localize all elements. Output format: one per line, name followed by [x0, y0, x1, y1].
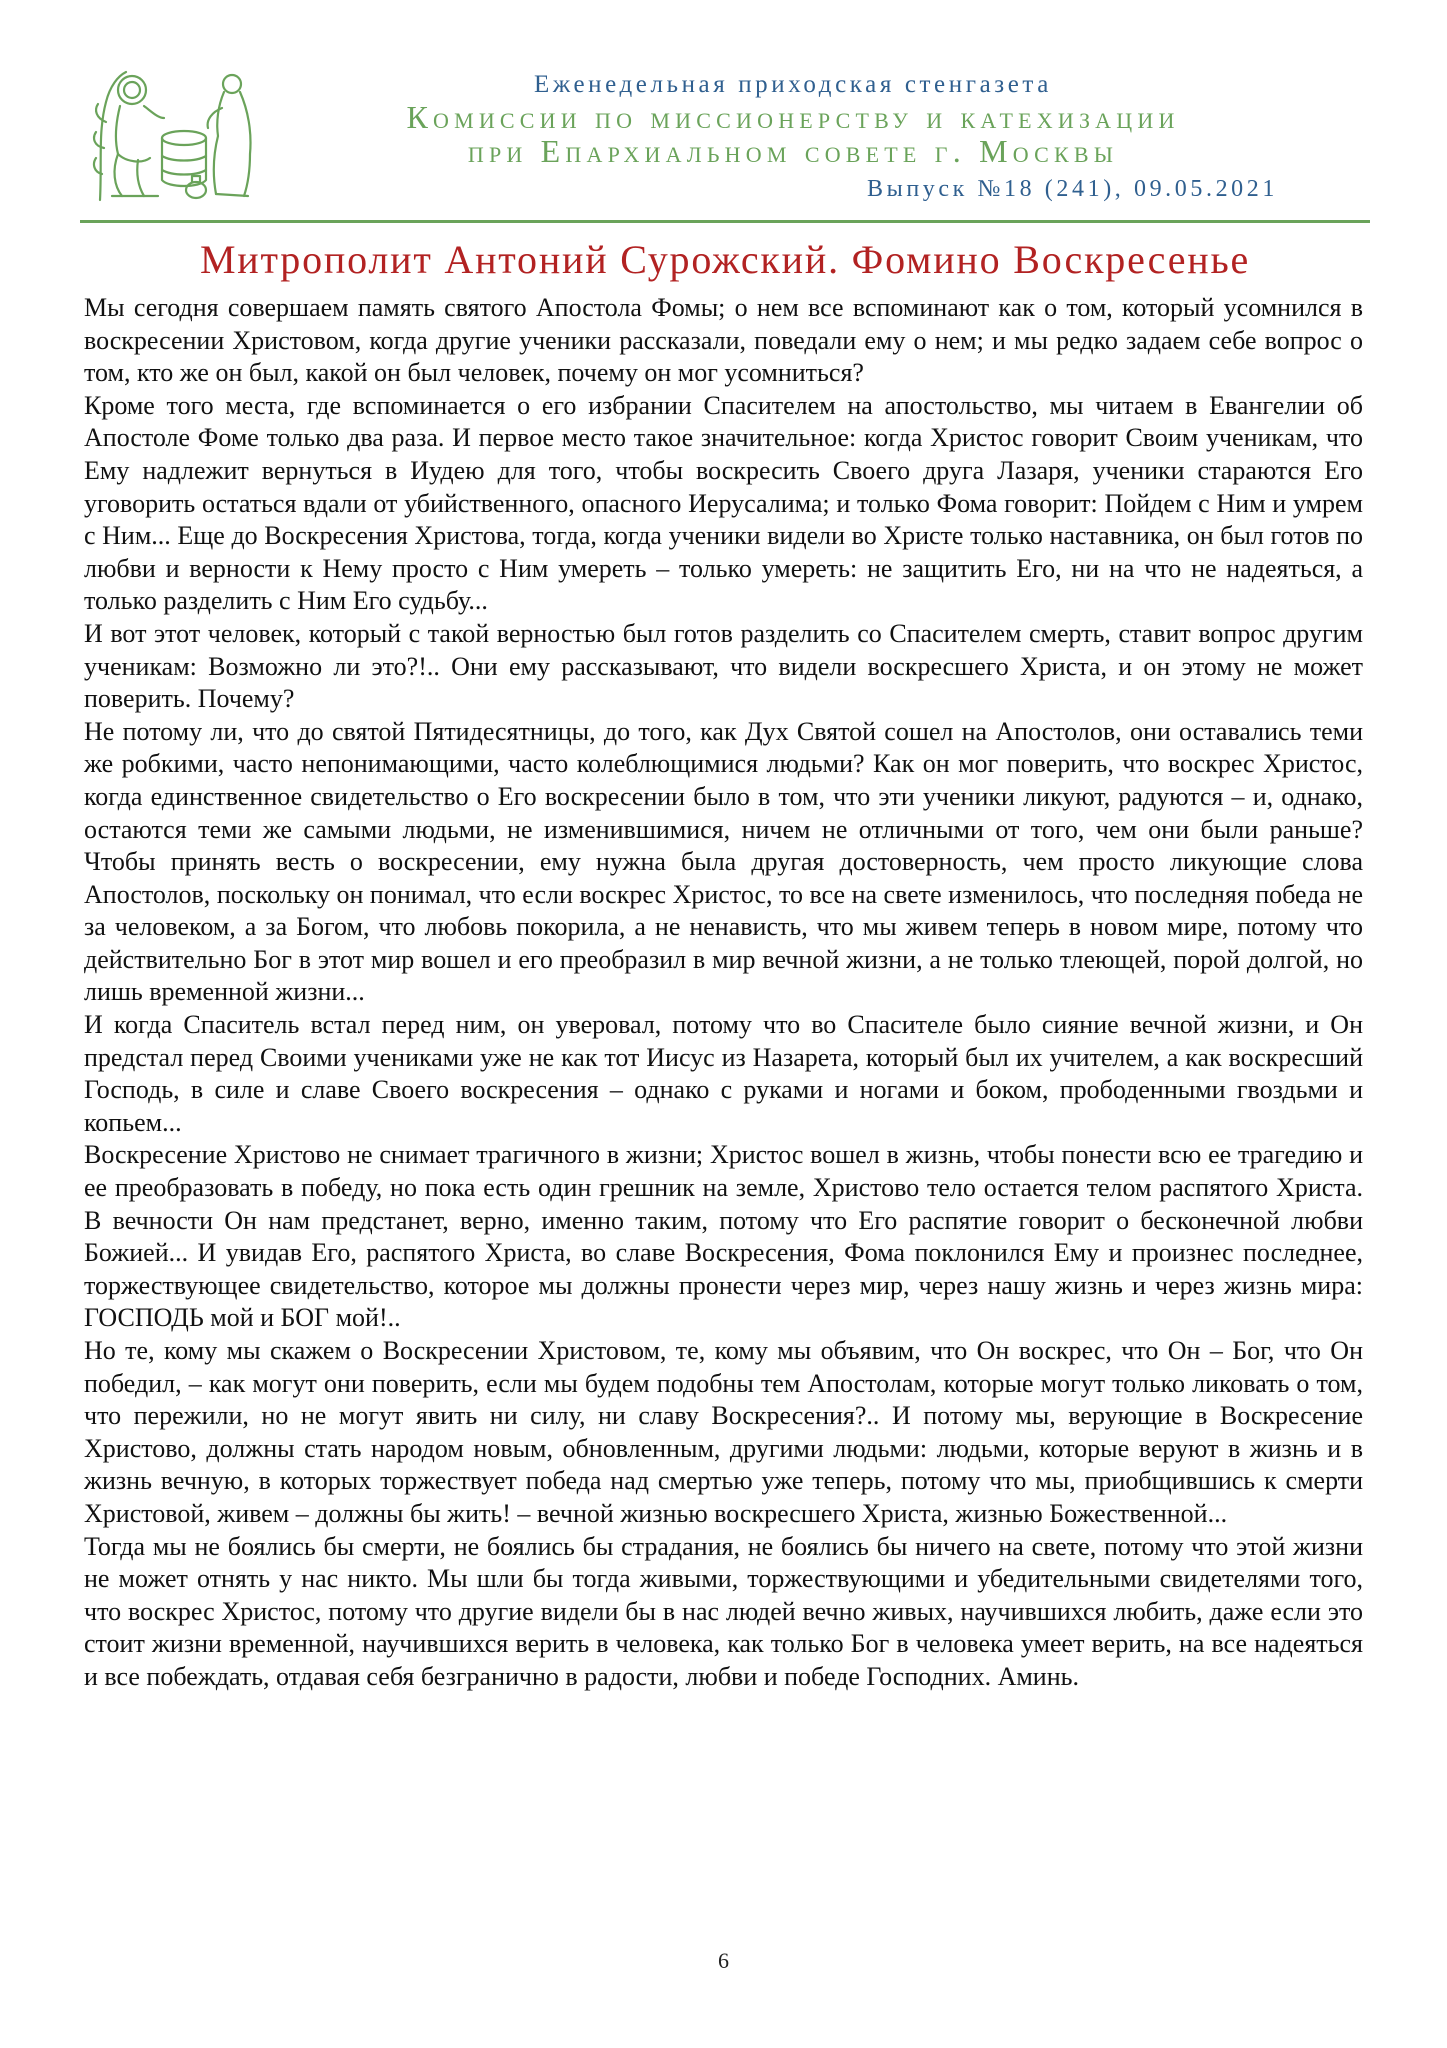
paragraph: Кроме того места, где вспоминается о его избрании Спасителем на апостольство, мы читаем в Евангелии об Апостоле Фоме только два раза. И первое место такое значительное: когда Христос говорит Своим ученикам, что Ему надлежит вернуться в Иудею для того, чтобы воскресить Своего друга Лазаря, ученики стараются Его уговорить остаться вдали от убийственного, опасного Иерусалима; и только Фома говорит: Пойдем с Ним и умрем с Ним... Еще до Воскресения Христова, тогда, когда ученики видели во Христе только наставника, он был готов по любви и верности к Нему просто с Ним умереть – только умереть: не защитить Его, ни на что не надеяться, а только разделить с Ним Его судьбу... [84, 390, 1363, 616]
issue-number: Выпуск №18 (241), 09.05.2021 [867, 176, 1278, 202]
masthead [78, 62, 1368, 217]
paragraph: Но те, кому мы скажем о Воскресении Христовом, те, кому мы объявим, что Он воскрес, что Он – Бог, что Он победил, – как могут они поверить, если мы будем подобны тем Апостолам, которые могут только ликовать о том, что пережили, но не могут явить ни силу, ни славу Воскресения?.. И потому мы, верующие в Воскресение Христово, должны стать народом новым, обновленным, другими людьми: людьми, которые веруют в жизнь и в жизнь вечную, в которых торжествует победа над смертью уже теперь, потому что мы, приобщившись к смерти Христовой, живем – должны бы жить! – вечной жизнью воскресшего Христа, жизнью Божественной... [84, 1336, 1363, 1528]
paragraph: Мы сегодня совершаем память святого Апостола Фомы; о нем все вспоминают как о том, который усомнился в воскресении Христовом, когда другие ученики рассказали, поведали ему о нем; и мы редко задаем себе вопрос о том, кто же он был, какой он был человек, почему он мог усомниться? [84, 293, 1363, 388]
masthead-text [268, 70, 1318, 168]
masthead-line-commission: Комиссии по миссионерству и катехизации [406, 99, 1180, 135]
masthead-line-council: при Епархиальном совете г. Москвы [467, 133, 1119, 169]
article-body [84, 292, 1363, 1694]
paragraph: Тогда мы не боялись бы смерти, не боялись бы страдания, не боялись бы ничего на свете, потому что этой жизни не может отнять у нас никто. Мы шли бы тогда живыми, торжествующими и убедительными свидетелями того, что воскрес Христос, потому что другие видели бы в нас людей вечно живых, научившихся любить, даже если это стоит жизни временной, научившихся верить в человека, как только Бог в человека умеет верить, на все надеяться и все побеждать, отдавая себя безгранично в радости, любви и победе Господних. Аминь. [84, 1531, 1363, 1691]
paragraph: Воскресение Христово не снимает трагичного в жизни; Христос вошел в жизнь, чтобы понести всю ее трагедию и ее преобразовать в победу, но пока есть один грешник на земле, Христово тело остается телом распятого Христа. В вечности Он нам предстанет, верно, именно таким, потому что Его распятие говорит о бесконечной любви Божией... И увидав Его, распятого Христа, во славе Воскресения, Фома поклонился Ему и произнес последнее, торжествующее свидетельство, которое мы должны пронести через мир, через нашу жизнь и через жизнь мира: ГОСПОДЬ мой и БОГ мой!.. [84, 1140, 1363, 1333]
paragraph: И когда Спаситель встал перед ним, он уверовал, потому что во Спасителе было сияние вечной жизни, и Он предстал перед Своими учениками уже не как тот Иисус из Назарета, который был их учителем, а как воскресший Господь, в силе и славе Своего воскресения – однако с руками и ногами и боком, прободенными гвоздьми и копьем... [84, 1010, 1363, 1137]
header-divider [80, 220, 1370, 223]
page-number: 6 [718, 1948, 729, 1973]
masthead-line-weekly: Еженедельная приходская стенгазета [534, 71, 1052, 98]
logo-christ-samaritan-well-icon [92, 62, 262, 204]
article-title: Митрополит Антоний Сурожский. Фомино Воскресенье [199, 237, 1251, 282]
paragraph: И вот этот человек, который с такой верностью был готов разделить со Спасителем смерть, ставит вопрос другим ученикам: Возможно ли это?!.. Они ему рассказывают, что видели воскресшего Христа, и он этому не может поверить. Почему? [84, 618, 1363, 714]
paragraph: Не потому ли, что до святой Пятидесятницы, до того, как Дух Святой сошел на Апостолов, они оставались теми же робкими, часто непонимающими, часто колеблющимися людьми? Как он мог поверить, что воскрес Христос, когда единственное свидетельство о Его воскресении было в том, что эти ученики ликуют, радуются – и, однако, остаются теми же самыми людьми, не изменившимися, ничем не отличными от того, чем они были раньше? Чтобы принять весть о воскресении, ему нужна была другая достоверность, чем просто ликующие слова Апостолов, поскольку он понимал, что если воскрес Христос, то все на свете изменилось, что последняя победа не за человеком, а за Богом, что любовь покорила, а не ненависть, что мы живем теперь в новом мире, потому что действительно Бог в этот мир вошел и его преобразил в мир вечной жизни, а не только тлеющей, порой долгой, но лишь временной жизни... [84, 716, 1363, 1007]
